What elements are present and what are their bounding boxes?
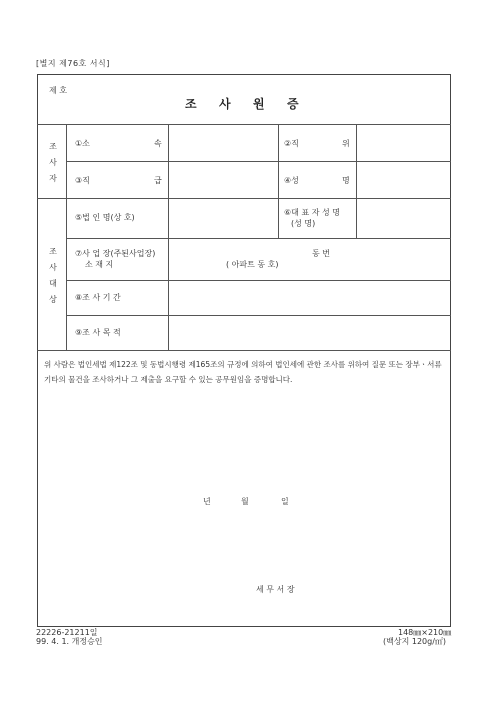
rank-label: ③직 — [75, 176, 90, 185]
address-line-1: 동 번 — [312, 249, 330, 258]
divider-line — [66, 124, 67, 350]
date-year: 년 — [203, 497, 211, 506]
position-label: ②직 — [284, 139, 299, 148]
divider-line — [37, 124, 451, 125]
page-title: 조 사 원 증 — [185, 97, 299, 111]
form-code: 22226-21211일 — [36, 628, 98, 637]
corporation-name-label: ⑤법 인 명(상 호) — [75, 213, 135, 222]
divider-line — [66, 161, 451, 162]
divider-line — [37, 198, 451, 199]
form-number-tag: [별지 제76호 서식] — [36, 59, 110, 68]
position-label-end: 위 — [342, 139, 350, 148]
affiliation-label: ①소 — [75, 139, 90, 148]
name-label-end: 명 — [342, 176, 350, 185]
affiliation-label-end: 속 — [154, 139, 162, 148]
paper-type: (백상지 120g/㎡) — [383, 637, 447, 646]
date-month: 월 — [241, 497, 249, 506]
target-section-label: 조 사 대 상 — [49, 247, 57, 304]
tax-office-chief: 세 무 서 장 — [256, 585, 295, 594]
name-label: ④성 — [284, 176, 299, 185]
divider-line — [356, 124, 357, 238]
paper-size: 148㎜×210㎜ — [398, 628, 452, 637]
divider-line — [66, 280, 451, 281]
divider-line — [66, 315, 451, 316]
investigator-section-label: 조 사 자 — [49, 142, 57, 183]
business-place-sublabel: 소 재 지 — [85, 260, 114, 269]
inspection-purpose-label: ⑨조 사 목 적 — [75, 328, 121, 337]
inspection-period-label: ⑧조 사 기 간 — [75, 293, 121, 302]
address-line-2: ( 아파트 동 호) — [226, 260, 279, 269]
certification-statement: 위 사람은 법인세법 제122조 및 동법시행령 제165조의 규정에 의하여 법인세에 관한 조사를 위하여 질문 또는 장부ㆍ서류 기타의 물건을 조사하거나 그 제출을 요구할 수 있는 공무원임을 증명합니다. — [44, 360, 442, 384]
divider-line — [168, 124, 169, 350]
date-day: 일 — [281, 497, 289, 506]
representative-name-sublabel: (성 명) — [291, 219, 316, 228]
divider-line — [278, 124, 279, 238]
rank-label-end: 급 — [154, 176, 162, 185]
approval-date: 99. 4. 1. 개정승인 — [36, 637, 103, 646]
representative-name-label: ⑥대 표 자 성 명 — [284, 208, 340, 217]
divider-line — [66, 238, 451, 239]
certificate-number-label: 제 호 — [49, 86, 67, 95]
divider-line — [37, 350, 451, 351]
business-place-label: ⑦사 업 장(주된사업장) — [75, 249, 156, 258]
